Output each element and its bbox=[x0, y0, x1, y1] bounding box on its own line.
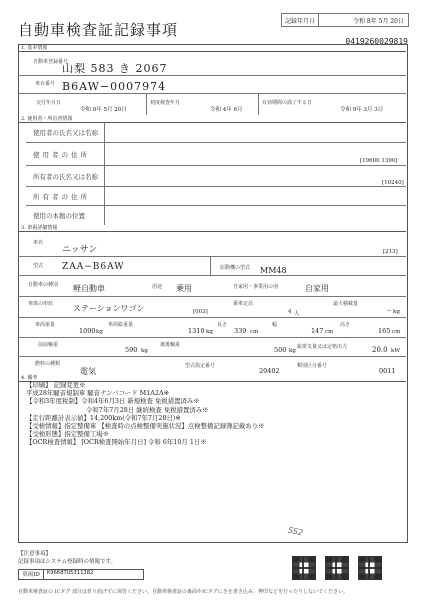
divider bbox=[18, 317, 406, 318]
owner-name-label: 所有者の氏名又は名称 bbox=[33, 173, 98, 181]
divider bbox=[104, 122, 105, 225]
model-value: ZAA−B6AW bbox=[62, 262, 125, 272]
rear-label: 後後軸重 bbox=[160, 342, 181, 348]
height-unit: cm bbox=[392, 329, 401, 335]
note-line: 【受検情報】指定整備車 【検査時の点検整備実施状況】点検整備記録簿記載あり※ bbox=[26, 422, 265, 431]
user-addr-label: 使用者の住所 bbox=[33, 151, 90, 159]
expiry-label: 有効期間の満了する日 bbox=[262, 100, 313, 106]
kind-value: 軽自動車 bbox=[73, 284, 105, 293]
note-line: 平成28年騒音規制車 騒音ナンバコード M1A2A※ bbox=[26, 389, 169, 398]
divider bbox=[26, 165, 406, 166]
first-reg-value: 令和 4年 6月 bbox=[210, 107, 243, 113]
height-value: 165 bbox=[378, 327, 391, 335]
chassis-label: 車台番号 bbox=[35, 81, 56, 87]
note-line: 【OCR検査情報】 [OCR検査開始年月日] 令和 6年10月 1日※ bbox=[26, 438, 207, 447]
handwritten-stamp: SS2 bbox=[287, 525, 304, 538]
divider bbox=[18, 256, 406, 257]
gross-unit: kg bbox=[206, 329, 213, 335]
height-label: 高さ bbox=[340, 322, 351, 328]
gross-label: 車両総重量 bbox=[108, 322, 134, 328]
width-unit: cm bbox=[325, 329, 334, 335]
type-no-value: 20402 bbox=[259, 367, 280, 375]
divider bbox=[18, 93, 406, 94]
issue-value: 令和 8年 5月 20日 bbox=[80, 107, 127, 113]
engine-value: MM48 bbox=[260, 266, 287, 275]
fuel-label: 燃料の種類 bbox=[35, 361, 61, 367]
private-label: 自家用・事業用の別 bbox=[233, 284, 279, 290]
capacity-label: 乗車定員 bbox=[233, 301, 254, 307]
divider bbox=[26, 142, 406, 143]
note-line: 令和7年7月28日 継続検査 免税措置済み※ bbox=[86, 405, 209, 414]
displacement-value: 20.0 bbox=[372, 346, 388, 354]
weight-value: 1090 bbox=[79, 327, 96, 335]
front-value: 590 bbox=[125, 346, 138, 354]
max-load-label: 最大積載量 bbox=[333, 301, 359, 307]
section-4-heading: 4. 備考 bbox=[18, 374, 406, 382]
divider bbox=[146, 93, 147, 115]
divider bbox=[258, 93, 259, 115]
qr-code-icon bbox=[358, 556, 382, 580]
record-date-label: 記録年月日 bbox=[282, 14, 319, 26]
vehicle-id-value: K9668TU5311382 bbox=[47, 570, 94, 576]
owner-code: [10240] bbox=[382, 180, 404, 186]
divider bbox=[18, 296, 406, 297]
divider bbox=[18, 337, 406, 338]
weight-label: 車両重量 bbox=[35, 322, 56, 328]
divider bbox=[18, 275, 406, 276]
class-no-label: 類別区分番号 bbox=[297, 363, 328, 369]
use-label: 用途 bbox=[152, 284, 163, 290]
vehicle-id-label: 車両ID bbox=[19, 570, 44, 579]
section-1-heading: 1. 基本情報 bbox=[18, 44, 406, 52]
bottom-note: 自動車検査証の ICタグ 部分は折り曲げずに保管ください。自動車検査証の裏面やICタグにきを書き込み、押印などを行ったりしないでください。 bbox=[18, 589, 349, 595]
notes-block bbox=[26, 381, 386, 447]
fuel-value: 電気 bbox=[80, 367, 96, 376]
capacity-unit: 人 bbox=[294, 311, 300, 317]
displacement-label: 総排気量又は定格出力 bbox=[297, 344, 348, 350]
qr-code-icon bbox=[325, 556, 349, 580]
max-load-unit: kg bbox=[393, 309, 400, 315]
footer-note: 記録事項はシステム登録時の情報です。 bbox=[18, 559, 117, 565]
capacity-value: 4 bbox=[288, 309, 292, 315]
max-load-value: − bbox=[387, 308, 392, 314]
vehicle-id-box bbox=[18, 569, 144, 580]
private-value: 自家用 bbox=[305, 284, 329, 293]
expiry-value: 令和 9年 3月 3日 bbox=[340, 107, 384, 113]
divider bbox=[26, 205, 406, 206]
user-name-label: 使用者の氏名又は名称 bbox=[33, 129, 98, 137]
owner-addr-label: 所有者の住所 bbox=[33, 193, 90, 201]
maker-label: 車名 bbox=[33, 240, 44, 246]
model-label: 型式 bbox=[33, 263, 44, 269]
length-unit: cm bbox=[250, 329, 259, 335]
record-date-value: 令和 8年 5月 20日 bbox=[353, 17, 404, 25]
divider bbox=[18, 75, 406, 76]
gross-value: 1310 bbox=[188, 327, 205, 335]
note-line: 【印刷】 記録変更※ bbox=[26, 381, 86, 389]
length-label: 長さ bbox=[217, 322, 228, 328]
divider bbox=[26, 186, 406, 187]
serial-number: 0419260029819 bbox=[345, 37, 408, 46]
qr-code-icon bbox=[292, 556, 316, 580]
front-unit: kg bbox=[141, 348, 148, 354]
footer-title: 【注意事項】 bbox=[18, 551, 52, 557]
section-2-heading: 2. 使用者・所有者情報 bbox=[18, 115, 406, 123]
record-date-box bbox=[281, 13, 409, 27]
note-line: 【走行距離計表示値】14,200km(令和7年7月28日)※ bbox=[26, 413, 181, 422]
width-label: 幅 bbox=[272, 322, 278, 328]
width-value: 147 bbox=[311, 327, 324, 335]
length-value: 339 bbox=[234, 327, 247, 335]
use-value: 乗用 bbox=[176, 284, 192, 293]
section-3-heading: 3. 車両詳細情報 bbox=[18, 224, 406, 232]
rear-value: 500 bbox=[274, 346, 287, 354]
note-line: 【令和3年度税制】令和4年6月3日 新規検査 免税措置済み※ bbox=[26, 397, 200, 406]
body-value: ステーションワゴン bbox=[73, 304, 145, 313]
divider bbox=[210, 256, 211, 275]
displacement-unit: kW bbox=[391, 348, 400, 354]
body-label: 車体の形状 bbox=[28, 301, 54, 307]
issue-label: 交付年月日 bbox=[36, 100, 62, 106]
front-label: 前前軸重 bbox=[38, 342, 59, 348]
first-reg-label: 初度検査年月 bbox=[150, 100, 181, 106]
engine-label: 原動機の型式 bbox=[220, 265, 251, 271]
type-no-label: 型式指定番号 bbox=[185, 363, 216, 369]
maker-value: ニッサン bbox=[62, 245, 98, 255]
rear-unit: kg bbox=[289, 348, 296, 354]
page-title: 自動車検査証記録事項 bbox=[18, 21, 179, 39]
reg-no-label: 自動車登録番号 bbox=[33, 59, 69, 65]
class-no-value: 0011 bbox=[379, 367, 396, 375]
body-code: [003] bbox=[193, 309, 208, 315]
chassis-value: B6AW−0007974 bbox=[62, 80, 167, 93]
weight-unit: kg bbox=[96, 329, 103, 335]
base-label: 使用の本拠の位置 bbox=[33, 212, 85, 220]
user-addr-code: [19600 1390] bbox=[360, 158, 398, 164]
kind-label: 自動車の種別 bbox=[28, 282, 59, 288]
reg-no-value: 山梨 583 き 2067 bbox=[62, 62, 168, 75]
divider bbox=[18, 356, 406, 357]
maker-code: [213] bbox=[383, 249, 398, 255]
note-line: 【受検形態】指定整備工場※ bbox=[26, 430, 110, 439]
